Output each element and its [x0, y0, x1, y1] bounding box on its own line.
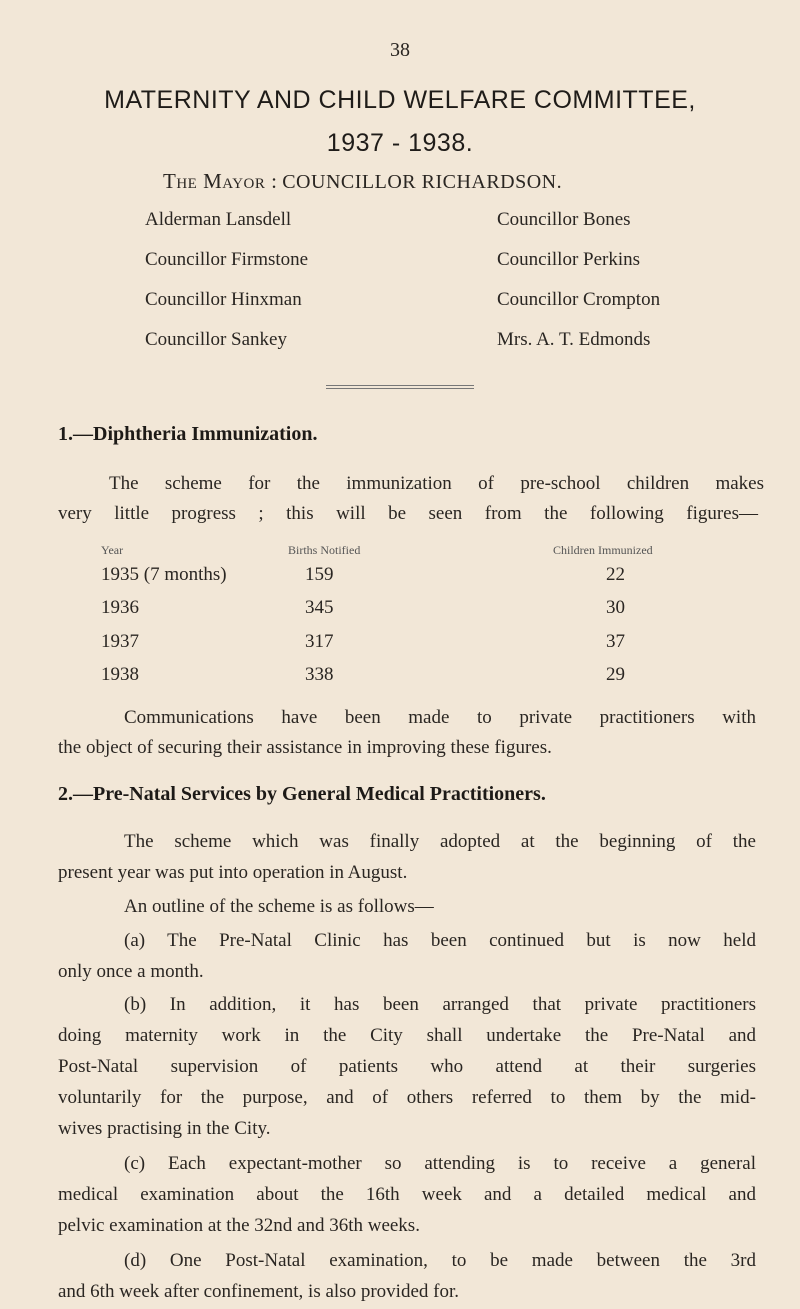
table-cell-births: 159 [305, 564, 334, 585]
member: Councillor Perkins [497, 249, 641, 270]
section1-heading: 1.—Diphtheria Immunization. [58, 423, 318, 445]
table-cell-births: 345 [305, 597, 334, 618]
member: Mrs. A. T. Edmonds [497, 329, 651, 350]
table-cell-immunized: 22 [606, 564, 625, 585]
paragraph-line: (b) In addition, it has been arranged that private practitioners [124, 994, 756, 1015]
paragraph-line: (a) The Pre-Natal Clinic has been continued but is now held [124, 930, 756, 951]
paragraph-line: An outline of the scheme is as follows— [124, 896, 434, 917]
table-header: Children Immunized [553, 543, 653, 557]
paragraph-line: only once a month. [58, 961, 204, 982]
paragraph-line: the object of securing their assistance in improving these figures. [58, 737, 552, 758]
paragraph-line: very little progress ; this will be seen from the following figures— [58, 503, 758, 524]
section2-heading: 2.—Pre-Natal Services by General Medical Practitioners. [58, 783, 546, 805]
member: Councillor Sankey [145, 329, 287, 350]
paragraph-line: present year was put into operation in August. [58, 862, 408, 883]
paragraph-line: The scheme which was finally adopted at the beginning of the [124, 831, 756, 852]
page-subtitle-years: 1937 - 1938. [326, 129, 474, 157]
member: Councillor Bones [497, 209, 631, 230]
chair-line [163, 169, 562, 195]
table-cell-year: 1938 [101, 664, 139, 685]
paragraph-line: medical examination about the 16th week and a detailed medical and [58, 1184, 756, 1205]
table-cell-year: 1937 [101, 631, 139, 652]
member: Councillor Hinxman [145, 289, 302, 310]
divider-rule [326, 385, 474, 389]
paragraph-line: pelvic examination at the 32nd and 36th weeks. [58, 1215, 420, 1236]
table-cell-immunized: 37 [606, 631, 625, 652]
paragraph-line: Post-Natal supervision of patients who attend at their surgeries [58, 1056, 756, 1077]
paragraph-line: and 6th week after confinement, is also provided for. [58, 1281, 459, 1302]
paragraph-line: Communications have been made to private practitioners with [124, 707, 756, 728]
table-cell-births: 317 [305, 631, 334, 652]
chair-name: COUNCILLOR RICHARDSON. [282, 171, 563, 193]
member: Councillor Crompton [497, 289, 661, 310]
table-cell-year: 1936 [101, 597, 139, 618]
table-header: Year [101, 543, 124, 557]
paragraph-line: wives practising in the City. [58, 1118, 271, 1139]
paragraph-line: doing maternity work in the City shall undertake the Pre-Natal and [58, 1025, 756, 1046]
member: Councillor Firmstone [145, 249, 309, 270]
chair-label: The Mayor : [163, 169, 278, 193]
table-cell-births: 338 [305, 664, 334, 685]
table-cell-immunized: 30 [606, 597, 625, 618]
paragraph-line: voluntarily for the purpose, and of others referred to them by the mid- [58, 1087, 756, 1108]
table-header: Births Notified [288, 543, 361, 557]
page-title: MATERNITY AND CHILD WELFARE COMMITTEE, [104, 86, 696, 114]
table-cell-year: 1935 (7 months) [101, 564, 227, 585]
member: Alderman Lansdell [145, 209, 292, 230]
paragraph-line: (c) Each expectant-mother so attending is to receive a general [124, 1153, 756, 1174]
paragraph-line: The scheme for the immunization of pre-school children makes [109, 473, 764, 494]
paragraph-line: (d) One Post-Natal examination, to be made between the 3rd [124, 1250, 756, 1271]
page-number: 38 [390, 39, 410, 61]
table-cell-immunized: 29 [606, 664, 625, 685]
